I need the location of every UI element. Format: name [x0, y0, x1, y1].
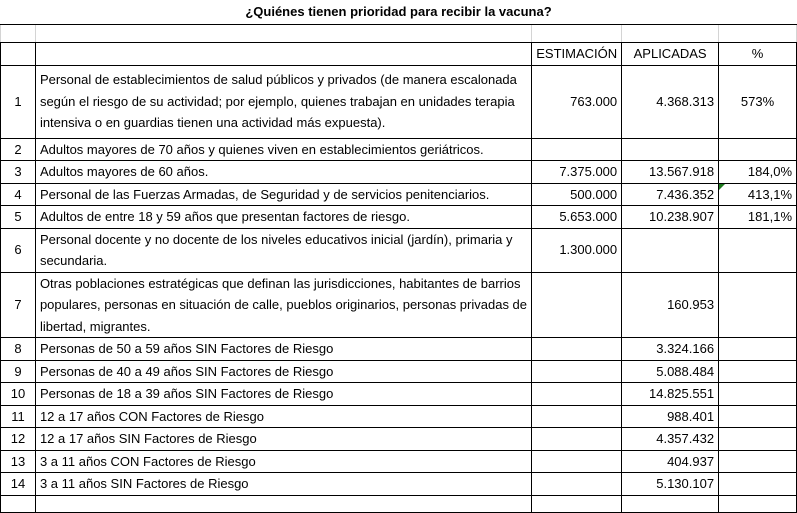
- row-description[interactable]: Personas de 40 a 49 años SIN Factores de Riesgo: [35, 360, 531, 383]
- row-estimacion[interactable]: 763.000: [532, 65, 622, 138]
- row-percent[interactable]: [719, 338, 797, 361]
- row-estimacion[interactable]: [532, 473, 622, 496]
- row-aplicadas[interactable]: 988.401: [622, 405, 719, 428]
- header-estimacion[interactable]: ESTIMACIÓN: [532, 43, 622, 66]
- row-number[interactable]: 11: [1, 405, 36, 428]
- row-number[interactable]: 6: [1, 228, 36, 272]
- table-row: [1, 360, 797, 383]
- row-estimacion[interactable]: [532, 338, 622, 361]
- row-description[interactable]: 3 a 11 años CON Factores de Riesgo: [35, 450, 531, 473]
- row-percent[interactable]: 413,1%: [719, 183, 797, 206]
- row-aplicadas[interactable]: [622, 228, 719, 272]
- row-percent[interactable]: [719, 272, 797, 338]
- row-description[interactable]: 12 a 17 años SIN Factores de Riesgo: [35, 428, 531, 451]
- header-aplicadas[interactable]: APLICADAS: [622, 43, 719, 66]
- row-estimacion[interactable]: [532, 383, 622, 406]
- table-row: [1, 228, 797, 272]
- row-description[interactable]: Adultos de entre 18 y 59 años que presentan factores de riesgo.: [35, 206, 531, 229]
- row-percent[interactable]: 184,0%: [719, 161, 797, 184]
- row-aplicadas[interactable]: 10.238.907: [622, 206, 719, 229]
- row-estimacion[interactable]: 500.000: [532, 183, 622, 206]
- table-row: [1, 206, 797, 229]
- row-description[interactable]: Otras poblaciones estratégicas que definan las jurisdicciones, habitantes de barrios populares, personas en situación de calle, pueblos originarios, personas privadas de libertad, migrantes.: [35, 272, 531, 338]
- row-aplicadas[interactable]: 13.567.918: [622, 161, 719, 184]
- row-percent[interactable]: [719, 405, 797, 428]
- row-number[interactable]: 14: [1, 473, 36, 496]
- row-estimacion[interactable]: 5.653.000: [532, 206, 622, 229]
- row-aplicadas[interactable]: 5.130.107: [622, 473, 719, 496]
- row-aplicadas[interactable]: 5.088.484: [622, 360, 719, 383]
- row-estimacion[interactable]: [532, 428, 622, 451]
- row-description[interactable]: Personal docente y no docente de los niveles educativos inicial (jardín), primaria y secundaria.: [35, 228, 531, 272]
- row-percent[interactable]: [719, 360, 797, 383]
- table-row: [1, 161, 797, 184]
- table-row: [1, 65, 797, 138]
- table-row: [1, 338, 797, 361]
- row-number[interactable]: 4: [1, 183, 36, 206]
- row-estimacion[interactable]: [532, 138, 622, 161]
- row-description[interactable]: Adultos mayores de 70 años y quienes viven en establecimientos geriátricos.: [35, 138, 531, 161]
- row-percent[interactable]: 181,1%: [719, 206, 797, 229]
- row-percent[interactable]: [719, 428, 797, 451]
- table-row: [1, 383, 797, 406]
- row-number[interactable]: 1: [1, 65, 36, 138]
- table-row: [1, 473, 797, 496]
- sheet-title: ¿Quiénes tienen prioridad para recibir la vacuna?: [1, 0, 797, 25]
- row-percent[interactable]: 573%: [719, 65, 797, 138]
- row-aplicadas[interactable]: [622, 138, 719, 161]
- row-aplicadas[interactable]: 160.953: [622, 272, 719, 338]
- row-description[interactable]: Personal de las Fuerzas Armadas, de Seguridad y de servicios penitenciarios.: [35, 183, 531, 206]
- row-aplicadas[interactable]: 3.324.166: [622, 338, 719, 361]
- header-row: [1, 43, 797, 66]
- row-percent[interactable]: [719, 138, 797, 161]
- row-aplicadas[interactable]: 4.368.313: [622, 65, 719, 138]
- row-aplicadas[interactable]: 4.357.432: [622, 428, 719, 451]
- row-aplicadas[interactable]: 14.825.551: [622, 383, 719, 406]
- table-row: [1, 450, 797, 473]
- table-body: [1, 65, 797, 495]
- row-percent[interactable]: [719, 473, 797, 496]
- header-description-cell[interactable]: [35, 43, 531, 66]
- row-percent[interactable]: [719, 228, 797, 272]
- table-row: [1, 183, 797, 206]
- row-number[interactable]: 8: [1, 338, 36, 361]
- row-estimacion[interactable]: 1.300.000: [532, 228, 622, 272]
- table-row: [1, 405, 797, 428]
- row-number[interactable]: 3: [1, 161, 36, 184]
- row-estimacion[interactable]: [532, 405, 622, 428]
- table-row: [1, 138, 797, 161]
- row-description[interactable]: Personas de 18 a 39 años SIN Factores de Riesgo: [35, 383, 531, 406]
- row-estimacion[interactable]: 7.375.000: [532, 161, 622, 184]
- row-aplicadas[interactable]: 7.436.352: [622, 183, 719, 206]
- row-description[interactable]: Adultos mayores de 60 años.: [35, 161, 531, 184]
- row-number[interactable]: 5: [1, 206, 36, 229]
- row-estimacion[interactable]: [532, 450, 622, 473]
- row-aplicadas[interactable]: 404.937: [622, 450, 719, 473]
- row-description[interactable]: Personal de establecimientos de salud públicos y privados (de manera escalonada según el riesgo de su actividad; por ejemplo, quienes trabajan en unidades terapia intensiva o en guardias tienen una actividad más expuesta).: [35, 65, 531, 138]
- row-percent[interactable]: [719, 450, 797, 473]
- row-number[interactable]: 7: [1, 272, 36, 338]
- row-estimacion[interactable]: [532, 360, 622, 383]
- row-number[interactable]: 13: [1, 450, 36, 473]
- row-description[interactable]: Personas de 50 a 59 años SIN Factores de Riesgo: [35, 338, 531, 361]
- row-description[interactable]: 12 a 17 años CON Factores de Riesgo: [35, 405, 531, 428]
- row-number[interactable]: 12: [1, 428, 36, 451]
- row-percent[interactable]: [719, 383, 797, 406]
- row-number[interactable]: 9: [1, 360, 36, 383]
- row-estimacion[interactable]: [532, 272, 622, 338]
- blank-row: [1, 25, 797, 43]
- header-number-cell[interactable]: [1, 43, 36, 66]
- table-row: [1, 428, 797, 451]
- header-percent[interactable]: %: [719, 43, 797, 66]
- row-number[interactable]: 10: [1, 383, 36, 406]
- trailing-empty-row: [1, 495, 797, 512]
- table-row: [1, 272, 797, 338]
- row-number[interactable]: 2: [1, 138, 36, 161]
- row-description[interactable]: 3 a 11 años SIN Factores de Riesgo: [35, 473, 531, 496]
